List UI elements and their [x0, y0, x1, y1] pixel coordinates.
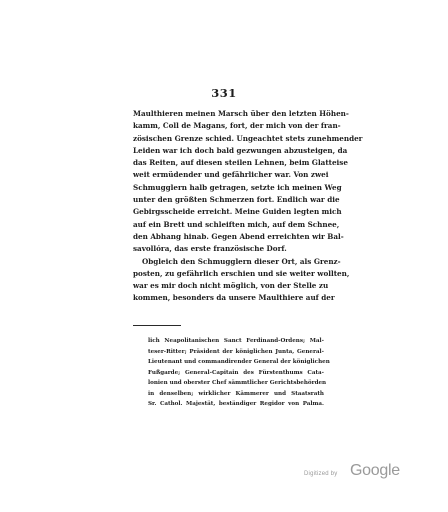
watermark-digitized-text: Digitized by	[304, 471, 338, 477]
body-line: den Abhang hinab. Gegen Abend erreichten wir Bal-	[133, 231, 344, 241]
digitized-watermark	[300, 462, 420, 484]
footnote-line: in denselben; wirklicher Kämmerer und Staatsrath	[148, 390, 324, 397]
body-line: unter den größten Schmerzen fort. Endlich war die	[133, 195, 340, 205]
footnote-line: Lieutenant und commandirender General der königlichen	[148, 359, 330, 365]
watermark-brand-text: Google	[350, 462, 400, 479]
body-line: Maulthieren meinen Marsch über den letzten Höhen-	[133, 109, 349, 118]
footnote-line: lich Neapolitanischen Sanct Ferdinand-Ordens; Mal-	[148, 338, 324, 344]
body-line: kamm, Coll de Magans, fort, der mich von der fran-	[133, 121, 341, 131]
page-number: 331	[211, 86, 237, 100]
body-text	[133, 108, 363, 305]
body-line: zösischen Grenze schied. Ungeachtet stets zunehmender	[133, 133, 363, 143]
footnote-line: teser-Ritter; Präsident der königlichen Junta, General-	[148, 348, 324, 355]
body-line: posten, zu gefährlich erschien und sie weiter wollten,	[133, 268, 350, 278]
body-line: Schmugglern halb getragen, setzte ich meinen Weg	[133, 182, 342, 192]
body-line: savollóra, das erste französische Dorf.	[133, 244, 287, 254]
footnote-line: Sr. Cathol. Majestät, beständiger Regidor von Palma.	[148, 401, 324, 407]
body-line: weit ermüdender und gefährlicher war. Von zwei	[133, 170, 329, 180]
footnote-divider	[133, 325, 181, 326]
body-line: Leiden war ich doch bald gezwungen abzusteigen, da	[133, 145, 348, 155]
body-line: Gebirgsscheide erreicht. Meine Guiden legten mich	[133, 207, 342, 217]
body-line: auf ein Brett und schleiften mich, auf dem Schnee,	[133, 219, 340, 229]
footnote-line: lonien und oberster Chef sämmtlicher Gerichtsbehörden	[148, 380, 327, 386]
body-line: kommen, besonders da unsere Maulthiere auf der	[133, 293, 335, 303]
body-line: war es mir doch nicht möglich, von der Stelle zu	[133, 281, 329, 291]
footnote-line: Fußgarde; General-Capitain des Fürstenthums Cata-	[148, 369, 324, 376]
body-line: das Reiten, auf diesen steilen Lehnen, beim Glatteise	[133, 158, 348, 168]
footnote	[148, 336, 330, 410]
body-line: Obgleich den Schmugglern dieser Ort, als Grenz-	[142, 256, 341, 266]
